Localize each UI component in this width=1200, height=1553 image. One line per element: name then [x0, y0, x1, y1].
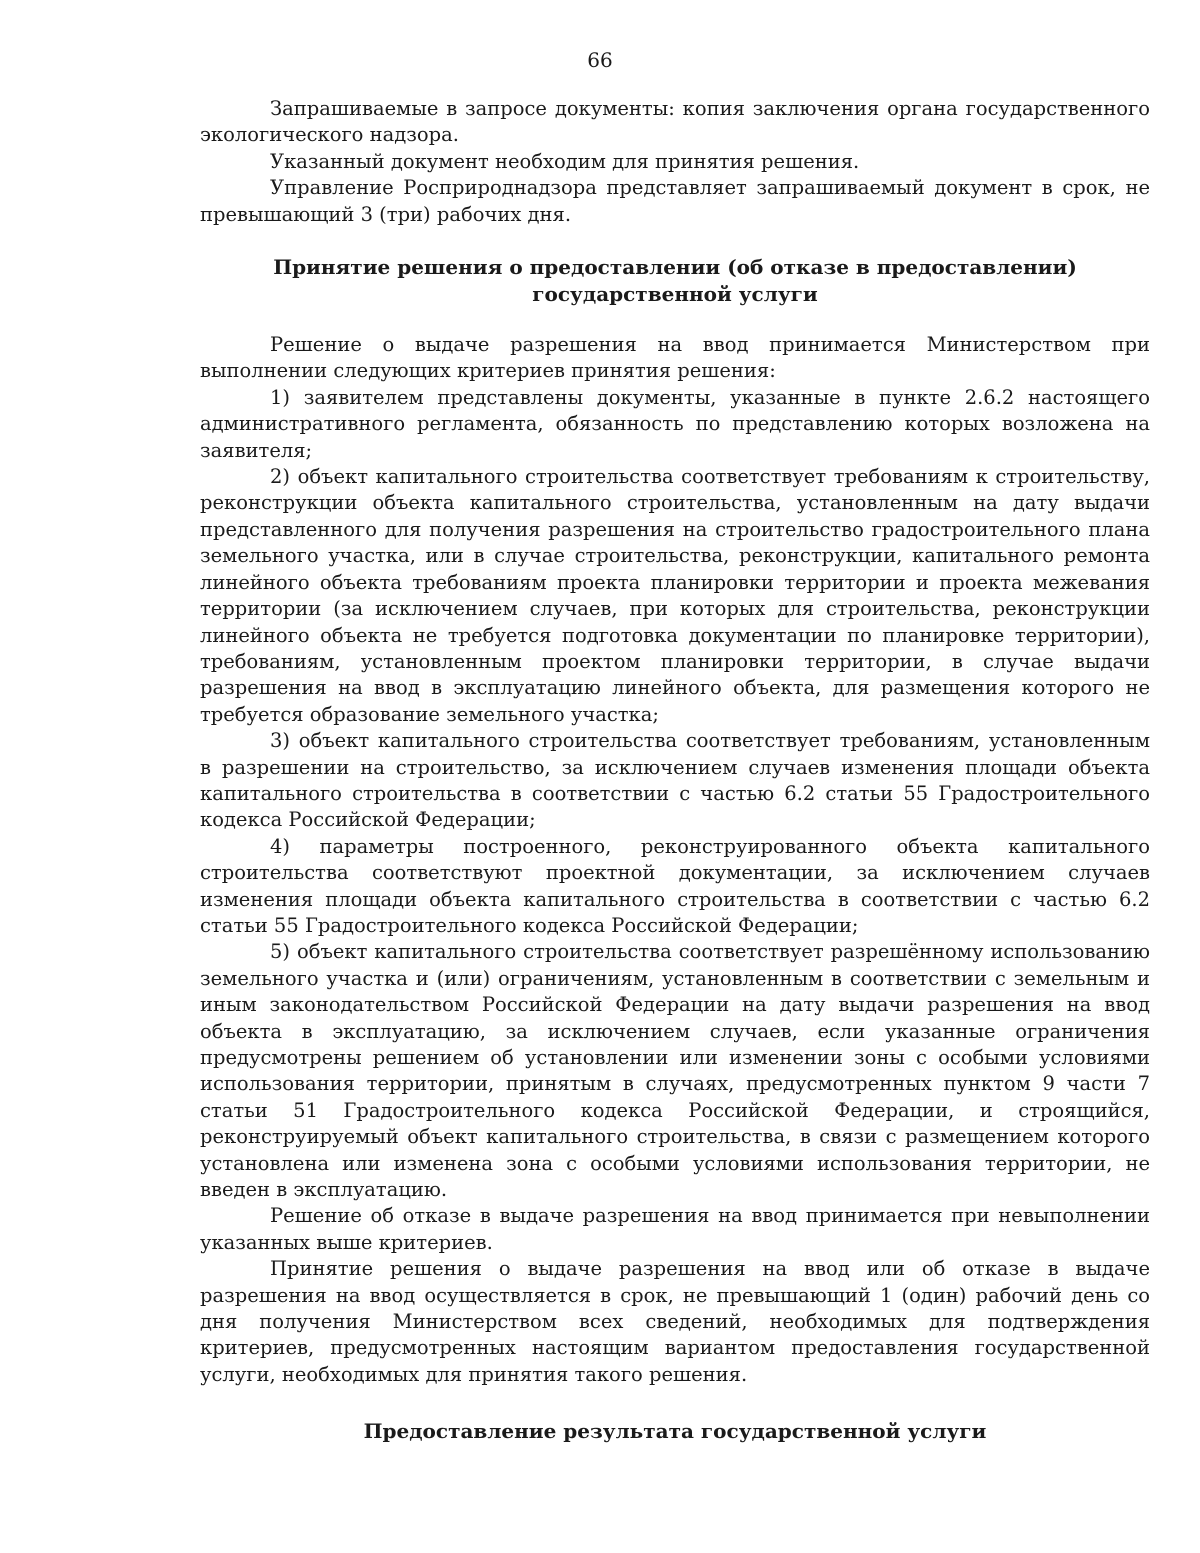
- section-heading-decision-line1: Принятие решения о предоставлении (об отказе в предоставлении): [273, 255, 1077, 280]
- criterion-item-3: 3) объект капитального строительства соответствует требованиям, установленным в разрешении на строительство, за исключением случаев изменения площади объекта капитального строительства в соответствии с частью 6.2 статьи 55 Градостроительного кодекса Российской Федерации;: [200, 729, 1150, 832]
- paragraph-rosprirodnadzor-term: Управление Росприроднадзора представляет запрашиваемый документ в срок, не превышающий 3 (три) рабочих дня.: [200, 176, 1150, 226]
- paragraph-decision-intro: Решение о выдаче разрешения на ввод принимается Министерством при выполнении следующих критериев принятия решения:: [200, 333, 1150, 383]
- paragraph-decision-timing: Принятие решения о выдаче разрешения на ввод или об отказе в выдаче разрешения на ввод осуществляется в срок, не превышающий 1 (один) рабочий день со дня получения Министерством всех сведений, необходимых для подтверждения критериев, предусмотренных настоящим вариантом предоставления государственной услуги, необходимых для принятия такого решения.: [200, 1257, 1150, 1386]
- criterion-item-1: 1) заявителем представлены документы, указанные в пункте 2.6.2 настоящего административного регламента, обязанность по представлению которых возложена на заявителя;: [200, 385, 1150, 462]
- section-heading-result: [200, 1418, 1150, 1445]
- criterion-item-2: 2) объект капитального строительства соответствует требованиям к строительству, реконструкции объекта капитального строительства, установленным на дату выдачи представленного для получения разрешения на строительство градостроительного плана земельного участка, или в случае строительства, реконструкции, капитального ремонта линейного объекта требованиям проекта планировки территории и проекта межевания территории (за исключением случаев, при которых для строительства, реконструкции линейного объекта не требуется подготовка документации по планировке территории), требованиям, установленным проектом планировки территории, в случае выдачи разрешения на ввод в эксплуатацию линейного объекта, для размещения которого не требуется образование земельного участка;: [200, 465, 1150, 726]
- paragraph-refusal-decision: Решение об отказе в выдаче разрешения на ввод принимается при невыполнении указанных выше критериев.: [200, 1204, 1150, 1254]
- section-heading-decision-line2: государственной услуги: [532, 282, 818, 307]
- criterion-item-4: 4) параметры построенного, реконструированного объекта капитального строительства соответствуют проектной документации, за исключением случаев изменения площади объекта капитального строительства в соответствии с частью 6.2 статьи 55 Градостроительного кодекса Российской Федерации;: [200, 834, 1150, 937]
- document-body: [200, 96, 1150, 1445]
- section-heading-result-line1: Предоставление результата государственной услуги: [363, 1419, 987, 1444]
- section-heading-decision: [200, 254, 1150, 308]
- paragraph-document-necessity: Указанный документ необходим для принятия решения.: [270, 149, 860, 173]
- page-number: 66: [587, 48, 613, 72]
- paragraph-requested-documents: Запрашиваемые в запросе документы: копия заключения органа государственного экологического надзора.: [200, 97, 1150, 147]
- criterion-item-5: 5) объект капитального строительства соответствует разрешённому использованию земельного участка и (или) ограничениям, установленным в соответствии с земельным и иным законодательством Российской Федерации на дату выдачи разрешения на ввод объекта в эксплуатацию, за исключением случаев, если указанные ограничения предусмотрены решением об установлении или изменении зоны с особыми условиями использования территории, принятым в случаях, предусмотренных пунктом 9 части 7 статьи 51 Градостроительного кодекса Российской Федерации, и строящийся, реконструируемый объект капитального строительства, в связи с размещением которого установлена или изменена зона с особыми условиями использования территории, не введен в эксплуатацию.: [200, 940, 1150, 1202]
